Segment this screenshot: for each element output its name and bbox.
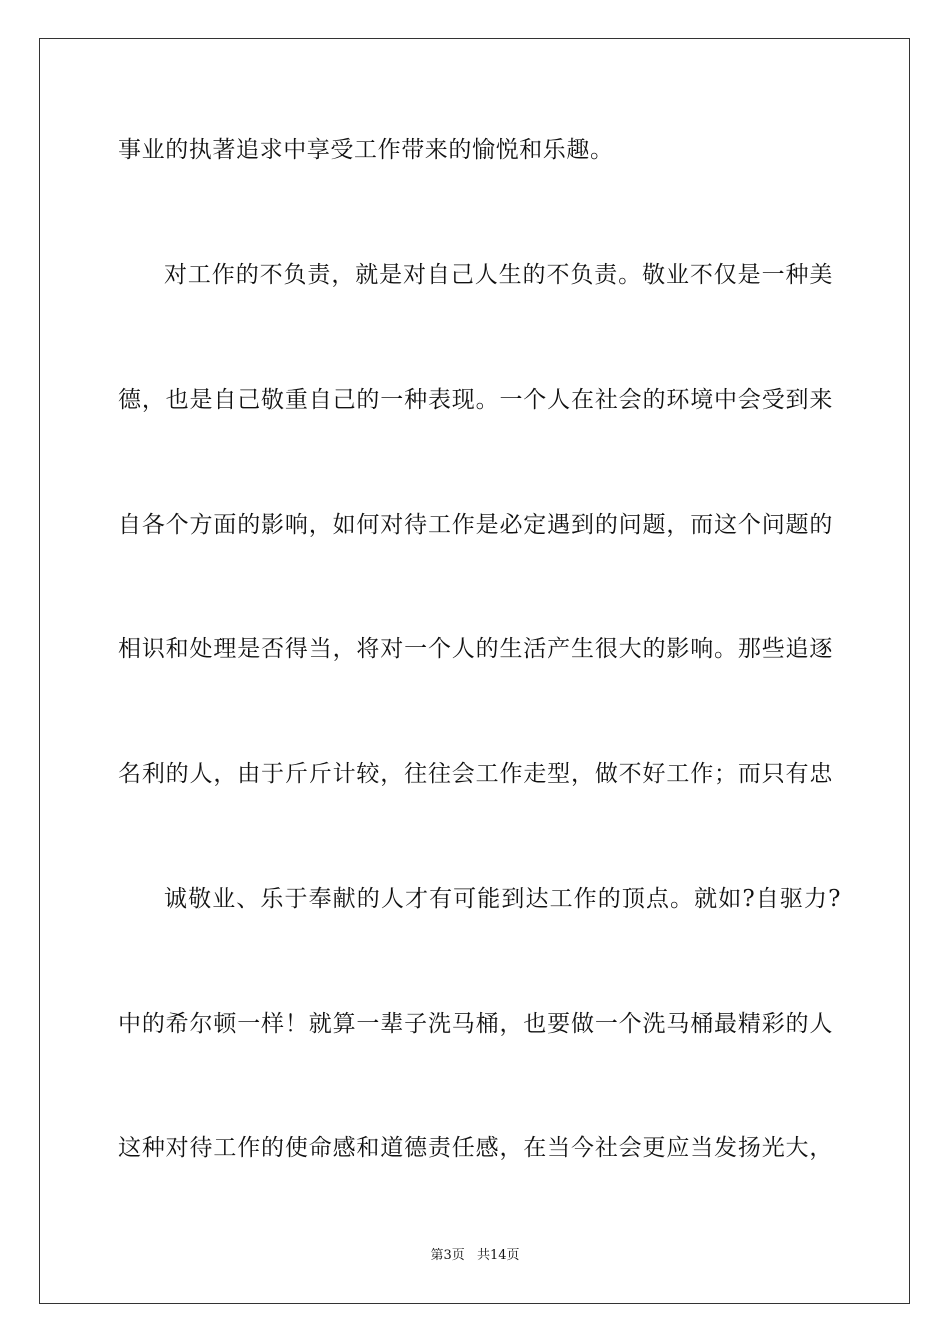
text-line-9: 这种对待工作的使命感和道德责任感，在当今社会更应当发扬光大， (118, 1135, 833, 1161)
text-line-6: 名利的人，由于斤斤计较，往往会工作走型，做不好工作；而只有忠 (118, 761, 833, 787)
page-number-total: 共14页 (476, 1248, 520, 1263)
text-line-4: 自各个方面的影响，如何对待工作是必定遇到的问题，而这个问题的 (118, 512, 833, 538)
page-border (39, 38, 910, 1304)
page-number-current: 第3页 (430, 1248, 465, 1263)
text-line-5: 相识和处理是否得当，将对一个人的生活产生很大的影响。那些追逐 (118, 636, 833, 662)
page-footer (0, 1247, 950, 1265)
text-line-1: 事业的执著追求中享受工作带来的愉悦和乐趣。 (118, 137, 614, 163)
text-line-3: 德，也是自己敬重自己的一种表现。一个人在社会的环境中会受到来 (118, 387, 833, 413)
text-line-7: 诚敬业、乐于奉献的人才有可能到达工作的顶点。就如?自驱力? (164, 886, 841, 912)
text-line-2: 对工作的不负责，就是对自己人生的不负责。敬业不仅是一种美 (164, 262, 833, 288)
text-line-8: 中的希尔顿一样！就算一辈子洗马桶，也要做一个洗马桶最精彩的人 (118, 1011, 833, 1037)
